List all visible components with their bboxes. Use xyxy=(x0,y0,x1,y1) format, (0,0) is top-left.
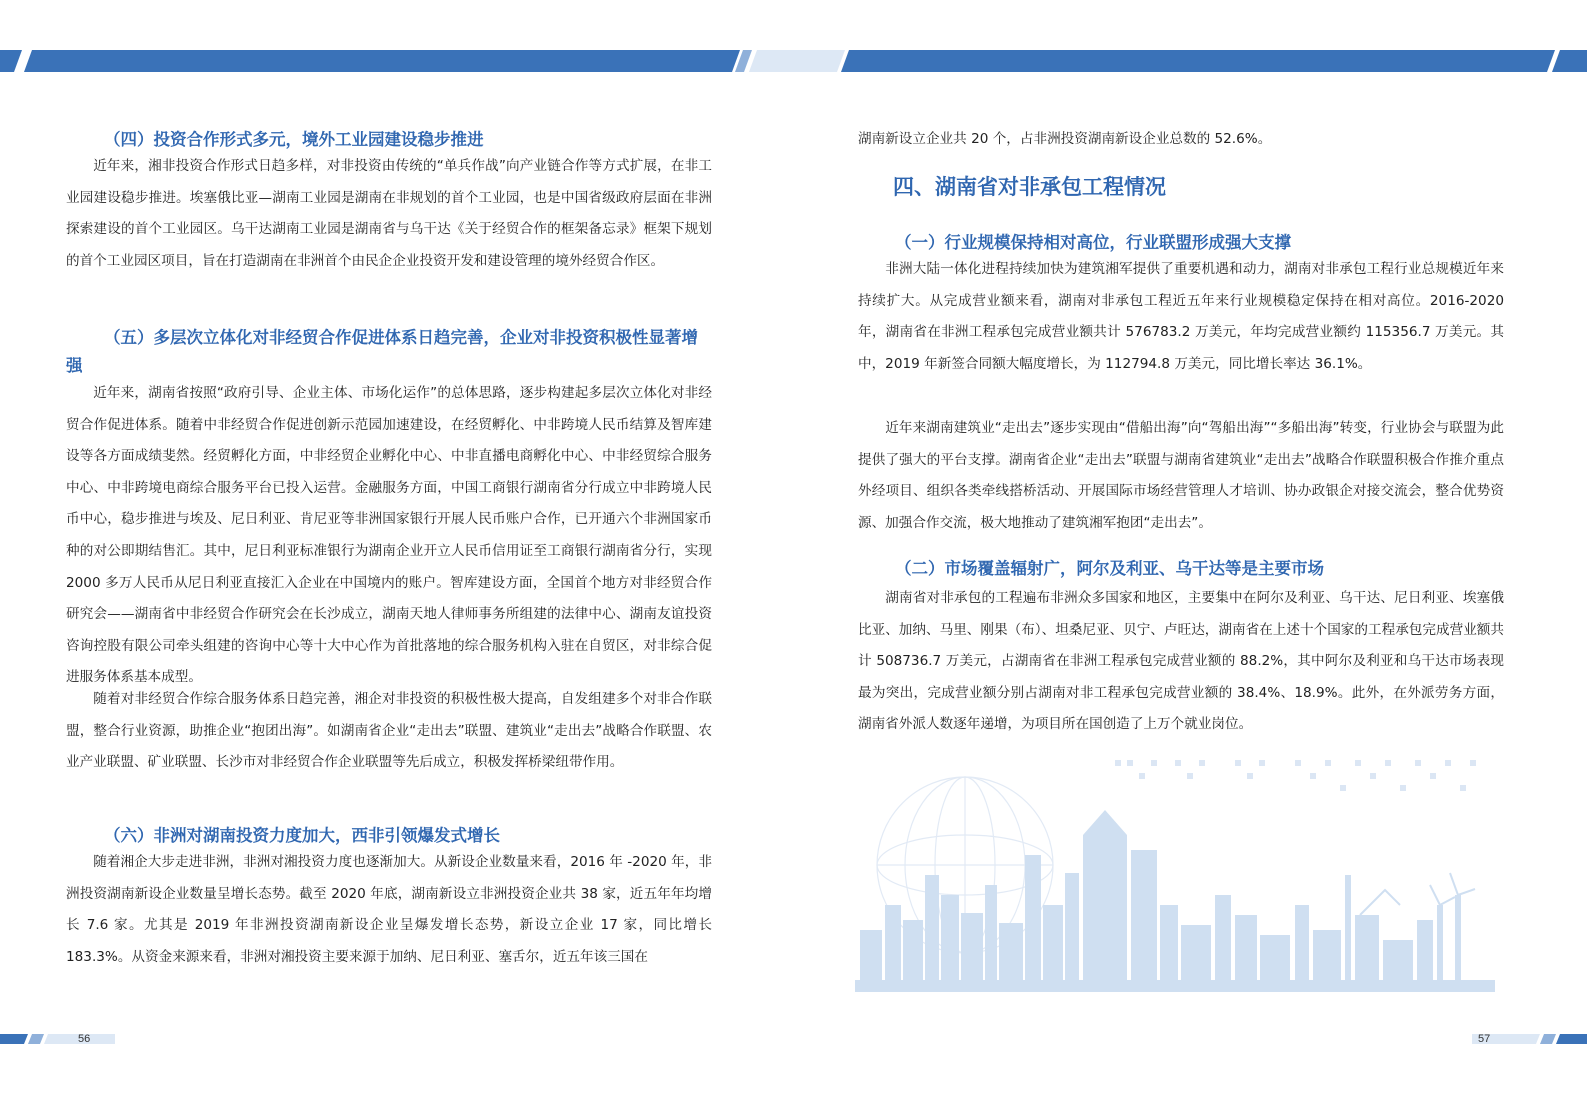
paragraph-r1a: 非洲大陆一体化进程持续加快为建筑湘军提供了重要机遇和动力，湖南对非承包工程行业总规模近年来持续扩大。从完成营业额来看，湖南对非承包工程近五年来行业规模稳定保持在相对高位。2016-2020 年，湖南省在非洲工程承包完成营业额共计 576783.2 万美元，年均完成营业额约 115356.7 万美元。其中，2019 年新签合同额大幅度增长，为 112794.8 万美元，同比增长率达 36.1%。 xyxy=(858,261,1504,372)
footer-decoration-bar xyxy=(0,1030,1587,1050)
paragraph-5b: 随着对非经贸合作综合服务体系日趋完善，湘企对非投资的积极性极大提高，自发组建多个对非合作联盟，整合行业资源，助推企业“抱团出海”。如湖南省企业“走出去”联盟、建筑业“走出去”战略合作联盟、农业产业联盟、矿业联盟、长沙市对非经贸合作企业联盟等先后成立，积极发挥桥梁纽带作用。 xyxy=(66,691,712,771)
page-number-right: 57 xyxy=(1478,1033,1491,1045)
section-heading-5: （五）多层次立体化对非经贸合作促进体系日趋完善，企业对非投资积极性显著增强 xyxy=(66,328,698,375)
section-heading-4: （四）投资合作形式多元，境外工业园建设稳步推进 xyxy=(104,130,484,149)
page-number-left: 56 xyxy=(78,1033,91,1045)
chapter-title: 四、湖南省对非承包工程情况 xyxy=(893,175,1166,199)
subsection-heading-2: （二）市场覆盖辐射广，阿尔及利亚、乌干达等是主要市场 xyxy=(895,559,1324,578)
city-skyline-illustration xyxy=(855,755,1495,995)
paragraph-r2: 湖南省对非承包的工程遍布非洲众多国家和地区，主要集中在阿尔及利亚、乌干达、尼日利亚、埃塞俄比亚、加纳、马里、刚果（布）、坦桑尼亚、贝宁、卢旺达，湖南省在上述十个国家的工程承包完成营业额共计 508736.7 万美元，占湖南省在非洲工程承包完成营业额的 88.2%，其中阿尔及利亚和乌干达市场表现最为突出，完成营业额分别占湖南对非工程承包完成营业额的 38.4%、18.9%。此外，在外派劳务方面，湖南省外派人数逐年递增，为项目所在国创造了上万个就业岗位。 xyxy=(858,590,1504,733)
subsection-heading-1: （一）行业规模保持相对高位，行业联盟形成强大支撑 xyxy=(895,233,1291,252)
paragraph-4: 近年来，湘非投资合作形式日趋多样，对非投资由传统的“单兵作战”向产业链合作等方式扩展，在非工业园建设稳步推进。埃塞俄比亚—湖南工业园是湖南在非规划的首个工业园，也是中国省级政府层面在非洲探索建设的首个工业园区。乌干达湖南工业园是湖南省与乌干达《关于经贸合作的框架备忘录》框架下规划的首个工业园区项目，旨在打造湖南在非洲首个由民企企业投资开发和建设管理的境外经贸合作区。 xyxy=(66,158,712,269)
header-decoration-bar xyxy=(0,46,1587,76)
section-heading-6: （六）非洲对湖南投资力度加大，西非引领爆发式增长 xyxy=(104,826,500,845)
paragraph-r1b: 近年来湖南建筑业“走出去”逐步实现由“借船出海”向“驾船出海”“多船出海”转变，行业协会与联盟为此提供了强大的平台支撑。湖南省企业“走出去”联盟与湖南省建筑业“走出去”战略合作联盟积极合作推介重点外经项目、组织各类牵线搭桥活动、开展国际市场经营管理人才培训、协办政银企对接交流会，整合优势资源、加强合作交流，极大地推动了建筑湘军抱团“走出去”。 xyxy=(858,420,1504,531)
paragraph-5a: 近年来，湖南省按照“政府引导、企业主体、市场化运作”的总体思路，逐步构建起多层次立体化对非经贸合作促进体系。随着中非经贸合作促进创新示范园加速建设，在经贸孵化、中非跨境人民币结算及智库建设等各方面成绩斐然。经贸孵化方面，中非经贸企业孵化中心、中非直播电商孵化中心、中非经贸综合服务中心、中非跨境电商综合服务平台已投入运营。金融服务方面，中国工商银行湖南省分行成立中非跨境人民币中心，稳步推进与埃及、尼日利亚、肯尼亚等非洲国家银行开展人民币账户合作，已开通六个非洲国家币种的对公即期结售汇。其中，尼日利亚标准银行为湖南企业开立人民币信用证至工商银行湖南省分行，实现 2000 多万人民币从尼日利亚直接汇入企业在中国境内的账户。智库建设方面，全国首个地方对非经贸合作研究会——湖南省中非经贸合作研究会在长沙成立，湖南天地人律师事务所组建的法律中心、湖南友谊投资咨询控股有限公司牵头组建的咨询中心等十大中心作为首批落地的综合服务机构入驻在自贸区，对非综合促进服务体系基本成型。 xyxy=(66,385,712,686)
paragraph-continued: 湖南新设立企业共 20 个，占非洲投资湖南新设企业总数的 52.6%。 xyxy=(858,131,1272,147)
paragraph-6: 随着湘企大步走进非洲，非洲对湘投资力度也逐渐加大。从新设企业数量来看，2016 年 -2020 年，非洲投资湖南新设企业数量呈增长态势。截至 2020 年底，湖南新设立非洲投资企业共 38 家，近五年年均增长 7.6 家。尤其是 2019 年非洲投资湖南新设企业呈爆发增长态势，新设立企业 17 家，同比增长 183.3%。从资金来源来看，非洲对湘投资主要来源于加纳、尼日利亚、塞舌尔，近五年该三国在 xyxy=(66,854,712,965)
